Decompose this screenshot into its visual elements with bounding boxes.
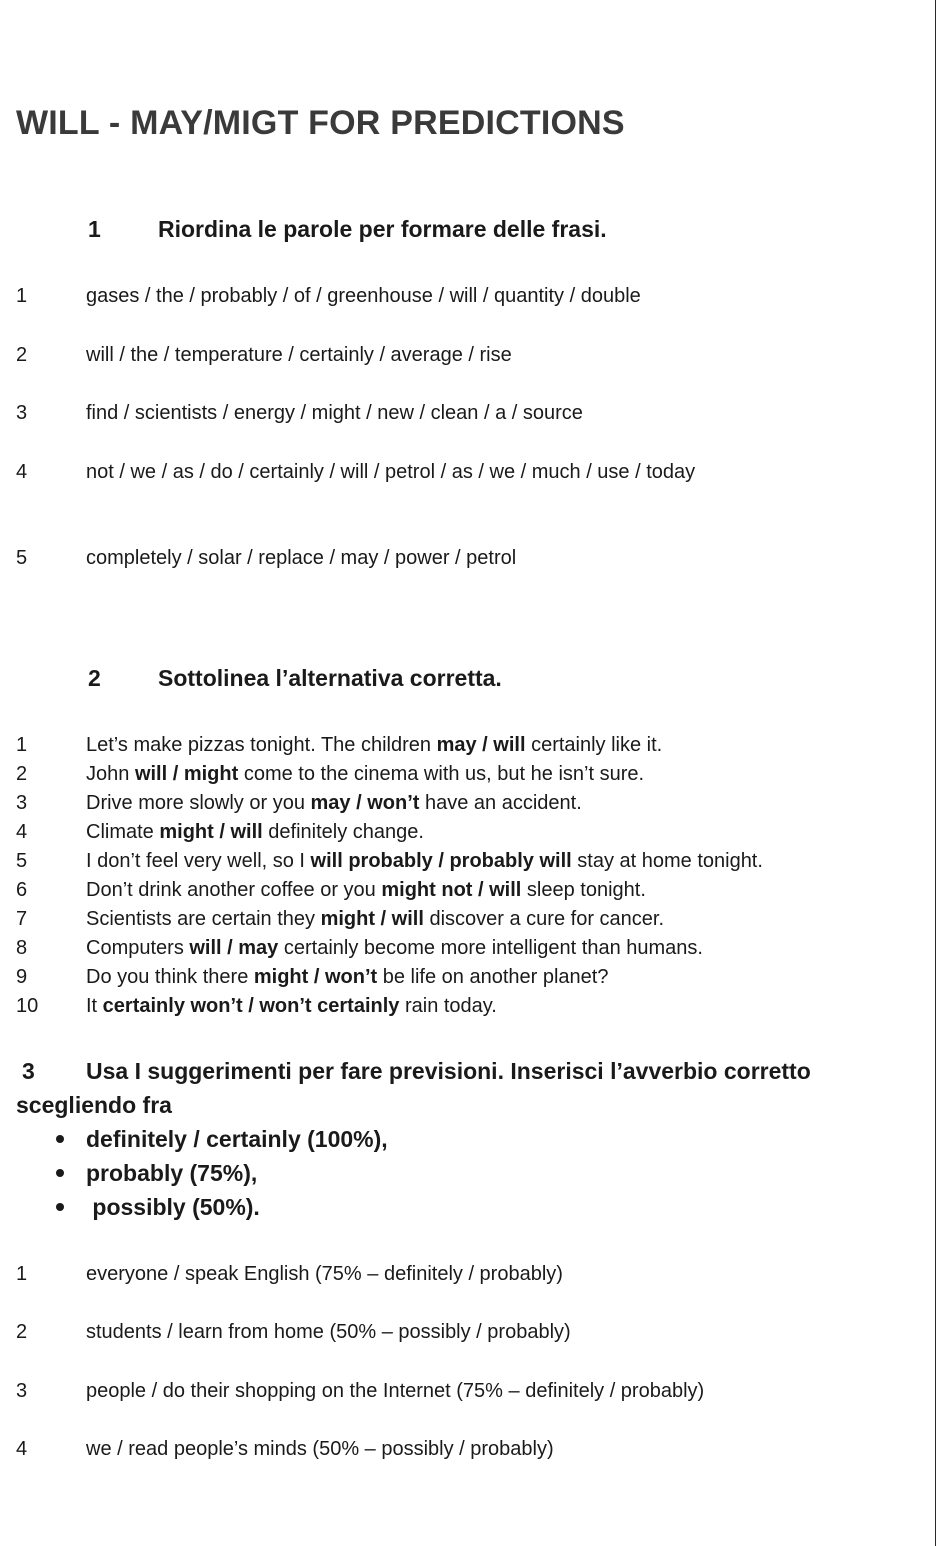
item-text: people / do their shopping on the Internet (75% – definitely / probably) bbox=[86, 1380, 705, 1402]
item-text: gases / the / probably / of / greenhouse / will / quantity / double bbox=[86, 285, 641, 307]
item-text: Climate might / will definitely change. bbox=[86, 821, 424, 843]
item-text: not / we / as / do / certainly / will / petrol / as / we / much / use / today bbox=[86, 461, 696, 483]
item-text: students / learn from home (50% – possibly / probably) bbox=[86, 1321, 571, 1343]
item-number: 4 bbox=[16, 821, 28, 843]
item-number: 8 bbox=[16, 937, 28, 959]
section3-heading bbox=[16, 1054, 916, 1122]
item-number: 2 bbox=[16, 763, 28, 785]
bullet-text: possibly (50%). bbox=[86, 1194, 260, 1220]
page-title: WILL - MAY/MIGT FOR PREDICTIONS bbox=[16, 104, 625, 142]
alternatives: might / will bbox=[159, 821, 263, 843]
section2-heading-text: Sottolinea l’alternativa corretta. bbox=[158, 665, 502, 691]
item-number: 5 bbox=[16, 850, 28, 872]
item-number: 2 bbox=[16, 1321, 28, 1343]
item-number: 6 bbox=[16, 879, 28, 901]
item-number: 2 bbox=[16, 344, 28, 366]
item-number: 9 bbox=[16, 966, 28, 988]
item-text: Do you think there might / won’t be life on another planet? bbox=[86, 966, 609, 988]
alternatives: will probably / probably will bbox=[310, 850, 572, 872]
item-text: everyone / speak English (75% – definitely / probably) bbox=[86, 1263, 563, 1285]
item-number: 1 bbox=[16, 1263, 28, 1285]
bullet-dot-icon bbox=[56, 1135, 64, 1143]
item-number: 3 bbox=[16, 1380, 28, 1402]
item-text: I don’t feel very well, so I will probably / probably will stay at home tonight. bbox=[86, 850, 763, 872]
item-text: Drive more slowly or you may / won’t have an accident. bbox=[86, 792, 582, 814]
alternatives: will / may bbox=[189, 937, 279, 959]
alternatives: will / might bbox=[134, 763, 239, 785]
item-number: 1 bbox=[16, 734, 28, 756]
alternatives: certainly won’t / won’t certainly bbox=[102, 995, 400, 1017]
bullet-text: probably (75%), bbox=[86, 1160, 258, 1186]
section1-number: 1 bbox=[88, 216, 101, 242]
item-number: 7 bbox=[16, 908, 28, 930]
bullet-dot-icon bbox=[56, 1203, 64, 1211]
item-number: 10 bbox=[16, 995, 39, 1017]
item-text: will / the / temperature / certainly / average / rise bbox=[86, 344, 512, 366]
item-text: we / read people’s minds (50% – possibly / probably) bbox=[86, 1438, 554, 1460]
alternatives: may / won’t bbox=[310, 792, 420, 814]
item-text: John will / might come to the cinema with us, but he isn’t sure. bbox=[86, 763, 645, 785]
section2-number: 2 bbox=[88, 665, 101, 691]
bullet-dot-icon bbox=[56, 1169, 64, 1177]
section1-heading-text: Riordina le parole per formare delle frasi. bbox=[158, 216, 607, 242]
item-number: 4 bbox=[16, 1438, 28, 1460]
item-text: find / scientists / energy / might / new / clean / a / source bbox=[86, 402, 583, 424]
bullet-text: definitely / certainly (100%), bbox=[86, 1126, 388, 1152]
item-number: 5 bbox=[16, 547, 28, 569]
alternatives: might / won’t bbox=[253, 966, 378, 988]
item-text: Scientists are certain they might / will discover a cure for cancer. bbox=[86, 908, 665, 930]
item-text: It certainly won’t / won’t certainly rain today. bbox=[86, 995, 497, 1017]
alternatives: may / will bbox=[436, 734, 526, 756]
item-number: 4 bbox=[16, 461, 28, 483]
alternatives: might / will bbox=[320, 908, 424, 930]
alternatives: might not / will bbox=[381, 879, 522, 901]
page-edge-line bbox=[935, 0, 936, 1546]
item-text: completely / solar / replace / may / power / petrol bbox=[86, 547, 517, 569]
item-number: 1 bbox=[16, 285, 28, 307]
item-text: Let’s make pizzas tonight. The children may / will certainly like it. bbox=[86, 734, 663, 756]
item-text: Computers will / may certainly become more intelligent than humans. bbox=[86, 937, 703, 959]
item-text: Don’t drink another coffee or you might not / will sleep tonight. bbox=[86, 879, 646, 901]
section3-number: 3 bbox=[22, 1058, 35, 1084]
item-number: 3 bbox=[16, 792, 28, 814]
section3-heading-text: Usa I suggerimenti per fare previsioni. Inserisci l’avverbio corretto scegliendo fra bbox=[16, 1058, 811, 1118]
item-number: 3 bbox=[16, 402, 28, 424]
